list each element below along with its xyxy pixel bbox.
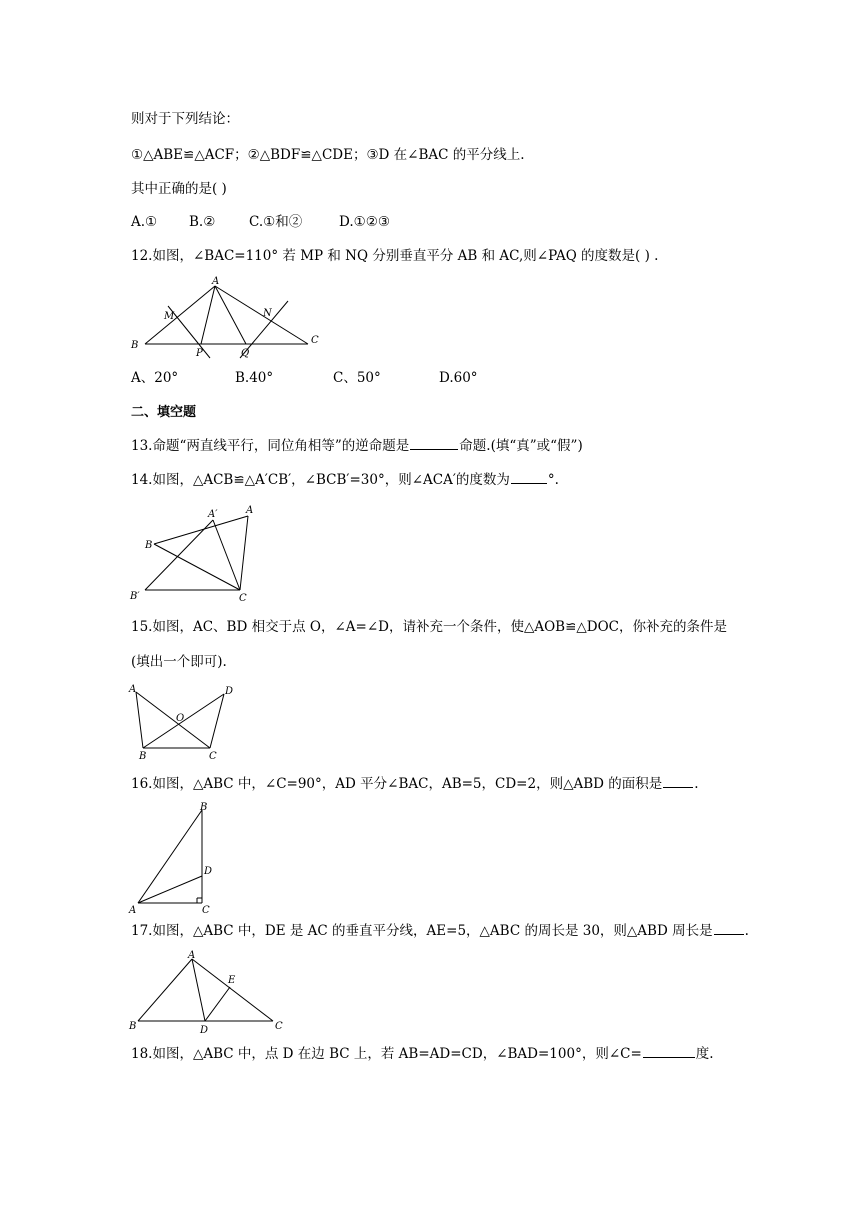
q11-option-c: C.①和② bbox=[249, 214, 303, 230]
q14-figure bbox=[128, 502, 268, 602]
q12-label-m: M bbox=[164, 311, 175, 322]
q14-label-a: A bbox=[246, 505, 254, 516]
q12-text: 12.如图，∠BAC=110° 若 MP 和 NQ 分别垂直平分 AB 和 AC,则∠PAQ 的度数是( ) . bbox=[131, 248, 659, 264]
q11-option-b: B.② bbox=[189, 214, 216, 230]
q14-before: 14.如图，△ACB≌△A′CB′，∠BCB′=30°，则∠ACA′的度数为 bbox=[131, 472, 510, 488]
q17-label-d: D bbox=[200, 1025, 209, 1036]
q17-label-a: A bbox=[188, 950, 196, 961]
q16-text bbox=[131, 775, 699, 793]
q17-label-e: E bbox=[228, 975, 236, 986]
q12-label-c: C bbox=[311, 335, 319, 346]
q12-label-p: P bbox=[196, 348, 203, 359]
q14-label-a-prime: A′ bbox=[208, 509, 218, 520]
q18-blank bbox=[643, 1045, 695, 1058]
q16-label-c: C bbox=[202, 905, 210, 916]
q12-label-n: N bbox=[263, 308, 272, 319]
q15-label-c: C bbox=[209, 751, 217, 762]
q16-label-b: B bbox=[200, 802, 208, 813]
q13-text bbox=[131, 437, 583, 455]
q12-figure bbox=[128, 276, 328, 362]
q16-before: 16.如图，△ABC 中，∠C=90°，AD 平分∠BAC，AB=5，CD=2，则△ABD 的面积是 bbox=[131, 776, 663, 792]
q17-after: . bbox=[744, 923, 749, 939]
q15-label-b: B bbox=[139, 751, 147, 762]
q11-statements: ①△ABE≌△ACF；②△BDF≌△CDE；③D 在∠BAC 的平分线上. bbox=[131, 147, 525, 163]
q13-before: 13.命题“两直线平行，同位角相等”的逆命题是 bbox=[131, 438, 410, 454]
q18-text bbox=[131, 1045, 714, 1063]
q12-options bbox=[131, 369, 478, 387]
q15-label-o: O bbox=[176, 713, 185, 724]
q11-intro: 则对于下列结论： bbox=[131, 111, 239, 127]
q16-blank bbox=[663, 775, 693, 788]
q11-option-a: A.① bbox=[131, 214, 158, 230]
q16-after: . bbox=[694, 776, 699, 792]
q17-blank bbox=[714, 922, 744, 935]
q14-label-c: C bbox=[239, 593, 247, 604]
q14-text bbox=[131, 471, 559, 489]
q17-figure bbox=[128, 949, 288, 1035]
q12-option-b: B.40° bbox=[235, 370, 274, 386]
q15-label-a: A bbox=[129, 684, 137, 695]
q15-label-d: D bbox=[225, 686, 234, 697]
q12-option-a: A、20° bbox=[131, 370, 179, 386]
q14-label-b: B bbox=[145, 540, 153, 551]
q14-label-b-prime: B′ bbox=[130, 591, 140, 602]
q12-option-d: D.60° bbox=[439, 370, 478, 386]
q13-blank bbox=[410, 437, 458, 450]
q15-figure bbox=[128, 682, 238, 762]
q17-before: 17.如图，△ABC 中，DE 是 AC 的垂直平分线，AE=5，△ABC 的周长是 30，则△ABD 周长是 bbox=[131, 923, 713, 939]
q18-after: 度. bbox=[695, 1046, 714, 1062]
q17-text bbox=[131, 922, 749, 940]
q12-label-b: B bbox=[131, 340, 139, 351]
q16-label-a: A bbox=[129, 905, 137, 916]
q12-option-c: C、50° bbox=[333, 370, 381, 386]
q11-option-d: D.①②③ bbox=[339, 214, 390, 230]
q12-label-a: A bbox=[212, 276, 220, 287]
q17-label-c: C bbox=[275, 1021, 283, 1032]
q18-before: 18.如图，△ABC 中，点 D 在边 BC 上，若 AB=AD=CD，∠BAD=100°，则∠C= bbox=[131, 1046, 642, 1062]
q11-ask: 其中正确的是( ) bbox=[131, 181, 227, 197]
q13-after: 命题.(填“真”或“假”) bbox=[459, 438, 583, 454]
section-heading-fill-in: 二、填空题 bbox=[131, 405, 197, 420]
q11-options bbox=[131, 213, 390, 231]
q16-label-d: D bbox=[204, 866, 213, 877]
q17-label-b: B bbox=[129, 1021, 137, 1032]
q14-blank bbox=[511, 471, 547, 484]
q15-line-2: (填出一个即可). bbox=[131, 654, 227, 670]
q15-line-1: 15.如图，AC、BD 相交于点 O，∠A=∠D，请补充一个条件，使△AOB≌△DOC，你补充的条件是 bbox=[131, 619, 727, 635]
q16-figure bbox=[128, 800, 228, 916]
q14-after: °. bbox=[547, 472, 559, 488]
q12-label-q: Q bbox=[241, 348, 250, 359]
